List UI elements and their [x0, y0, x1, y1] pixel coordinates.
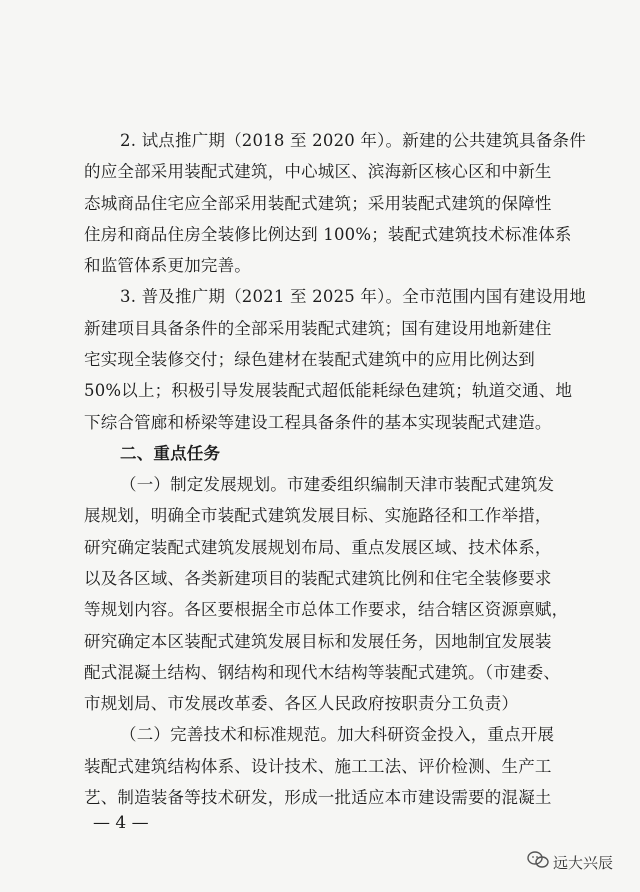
text-line: 50%以上；积极引导发展装配式超低能耗绿色建筑；轨道交通、地 — [84, 381, 573, 400]
text-line: （一）制定发展规划。市建委组织编制天津市装配式建筑发 — [120, 475, 555, 494]
page-number: — 4 — — [93, 813, 149, 833]
text-line: 配式混凝土结构、钢结构和现代木结构等装配式建筑。（市建委、 — [84, 663, 561, 682]
text-line: 展规划，明确全市装配式建筑发展目标、实施路径和工作举措， — [84, 506, 552, 525]
watermark-logo — [527, 851, 613, 873]
text-line: 下综合管廊和桥梁等建设工程具备条件的基本实现装配式建造。 — [84, 413, 552, 432]
text-line: 态城商品住宅应全部采用装配式建筑；采用装配式建筑的保障性 — [84, 194, 552, 213]
text-line: （二）完善技术和标准规范。加大科研资金投入，重点开展 — [120, 725, 555, 744]
text-line: 3. 普及推广期（2021 至 2025 年）。全市范围内国有建设用地 — [120, 287, 586, 306]
text-line: 市规划局、市发展改革委、各区人民政府按职责分工负责） — [84, 694, 519, 713]
watermark-text: 远大兴辰 — [553, 853, 614, 872]
text-line: 新建项目具备条件的全部采用装配式建筑；国有建设用地新建住 — [84, 319, 552, 338]
text-line: 住房和商品住房全装修比例达到 100%；装配式建筑技术标准体系 — [84, 225, 572, 244]
text-line: 艺、制造装备等技术研发，形成一批适应本市建设需要的混凝土 — [84, 788, 552, 807]
text-line: 等规划内容。各区要根据全市总体工作要求，结合辖区资源禀赋， — [84, 600, 569, 619]
text-line: 宅实现全装修交付；绿色建材在装配式建筑中的应用比例达到 — [84, 350, 535, 369]
wechat-icon — [527, 851, 549, 873]
text-line: 2. 试点推广期（2018 至 2020 年）。新建的公共建筑具备条件 — [120, 131, 586, 150]
text-line: 研究确定本区装配式建筑发展目标和发展任务，因地制宜发展装 — [84, 632, 552, 651]
text-line: 和监管体系更加完善。 — [84, 256, 251, 275]
text-line: 研究确定装配式建筑发展规划布局、重点发展区域、技术体系， — [84, 538, 552, 557]
section-heading: 二、重点任务 — [120, 444, 221, 463]
text-line: 的应全部采用装配式建筑，中心城区、滨海新区核心区和中新生 — [84, 162, 552, 181]
text-line: 装配式建筑结构体系、设计技术、施工工法、评价检测、生产工 — [84, 757, 552, 776]
text-line: 以及各区域、各类新建项目的装配式建筑比例和住宅全装修要求 — [84, 569, 552, 588]
